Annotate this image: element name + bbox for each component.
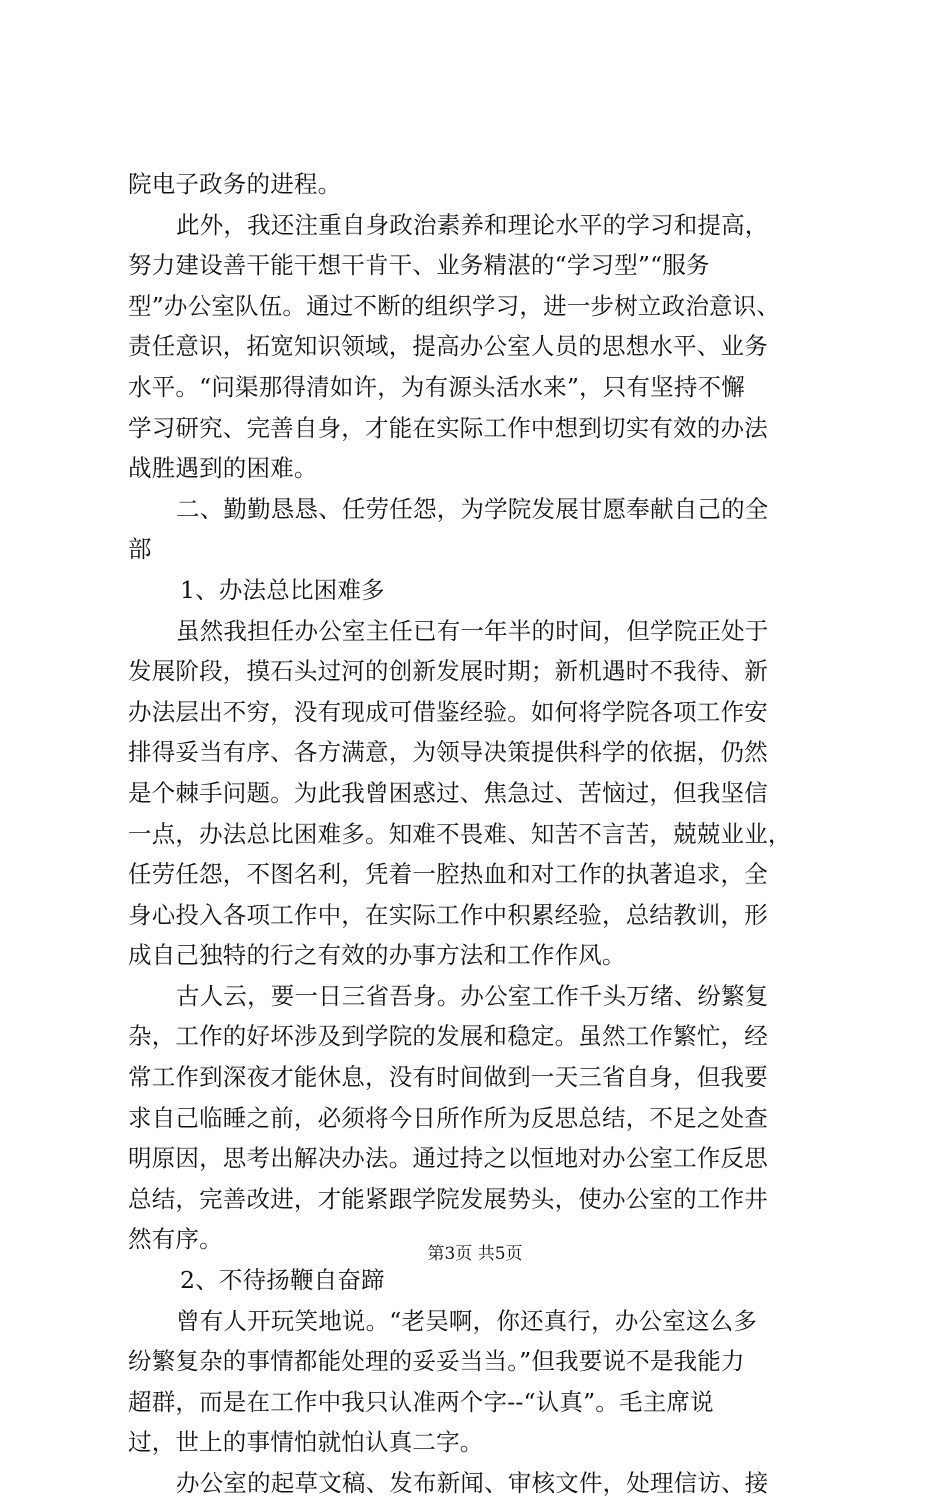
text-line: 型”办公室队伍。通过不断的组织学习，进一步树立政治意识、 (128, 291, 781, 320)
text-line: 院电子政务的进程。 (128, 170, 342, 198)
subsection-heading: 1、办法总比困难多 (180, 575, 385, 604)
page-number-footer: 第3页 共5页 (427, 1244, 523, 1264)
text-line: 求自己临睡之前，必须将今日所作所为反思总结，不足之处查 (128, 1103, 768, 1132)
text-line: 超群，而是在工作中我只认准两个字--“认真”。毛主席说 (128, 1387, 714, 1416)
text-line: 任劳任怨，不图名利，凭着一腔热血和对工作的执著追求，全 (128, 860, 768, 889)
paragraph-start: 此外，我还注重自身政治素养和理论水平的学习和提高， (176, 210, 769, 239)
text-line: 常工作到深夜才能休息，没有时间做到一天三省自身，但我要 (128, 1063, 768, 1092)
paragraph-start: 办公室的起草文稿、发布新闻、审核文件，处理信访、接 (176, 1469, 769, 1497)
text-line: 发展阶段，摸石头过河的创新发展时期；新机遇时不我待、新 (128, 657, 768, 686)
text-line: 一点，办法总比困难多。知难不畏难、知苦不言苦，兢兢业业， (128, 819, 792, 848)
section-heading-continued: 部 (128, 535, 152, 564)
text-line: 排得妥当有序、各方满意，为领导决策提供科学的依据，仍然 (128, 738, 768, 767)
document-body (128, 164, 840, 1504)
text-line: 成自己独特的行之有效的办事方法和工作作风。 (128, 941, 626, 970)
text-line: 纷繁复杂的事情都能处理的妥妥当当。”但我要说不是我能力 (128, 1347, 745, 1376)
subsection-heading: 2、不待扬鞭自奋蹄 (180, 1266, 385, 1295)
text-line: 然有序。 (128, 1225, 223, 1254)
text-line: 责任意识，拓宽知识领域，提高办公室人员的思想水平、业务 (128, 332, 768, 361)
text-line: 明原因，思考出解决办法。通过持之以恒地对办公室工作反思 (128, 1144, 768, 1173)
text-line: 过，世上的事情怕就怕认真二字。 (128, 1428, 484, 1457)
text-line: 努力建设善干能干想干肯干、业务精湛的“学习型”“服务 (128, 251, 710, 280)
text-line: 身心投入各项工作中，在实际工作中积累经验，总结教训，形 (128, 900, 768, 929)
paragraph-start: 曾有人开玩笑地说。“老吴啊，你还真行，办公室这么多 (176, 1306, 758, 1335)
text-line: 是个棘手问题。为此我曾困惑过、焦急过、苦恼过，但我坚信 (128, 778, 768, 807)
paragraph-start: 古人云，要一日三省吾身。办公室工作千头万绪、纷繁复 (176, 981, 769, 1010)
text-line: 战胜遇到的困难。 (128, 454, 318, 483)
text-line: 办法层出不穷，没有现成可借鉴经验。如何将学院各项工作安 (128, 697, 768, 726)
section-heading: 二、勤勤恳恳、任劳任怨，为学院发展甘愿奉献自己的全 (176, 494, 769, 523)
text-line: 杂，工作的好坏涉及到学院的发展和稳定。虽然工作繁忙，经 (128, 1022, 768, 1051)
paragraph-start: 虽然我担任办公室主任已有一年半的时间，但学院正处于 (176, 616, 769, 645)
text-line: 总结，完善改进，才能紧跟学院发展势头，使办公室的工作井 (128, 1184, 768, 1213)
text-line: 学习研究、完善自身，才能在实际工作中想到切实有效的办法 (128, 413, 768, 442)
text-line: 水平。“问渠那得清如许，为有源头活水来”，只有坚持不懈 (128, 372, 745, 401)
